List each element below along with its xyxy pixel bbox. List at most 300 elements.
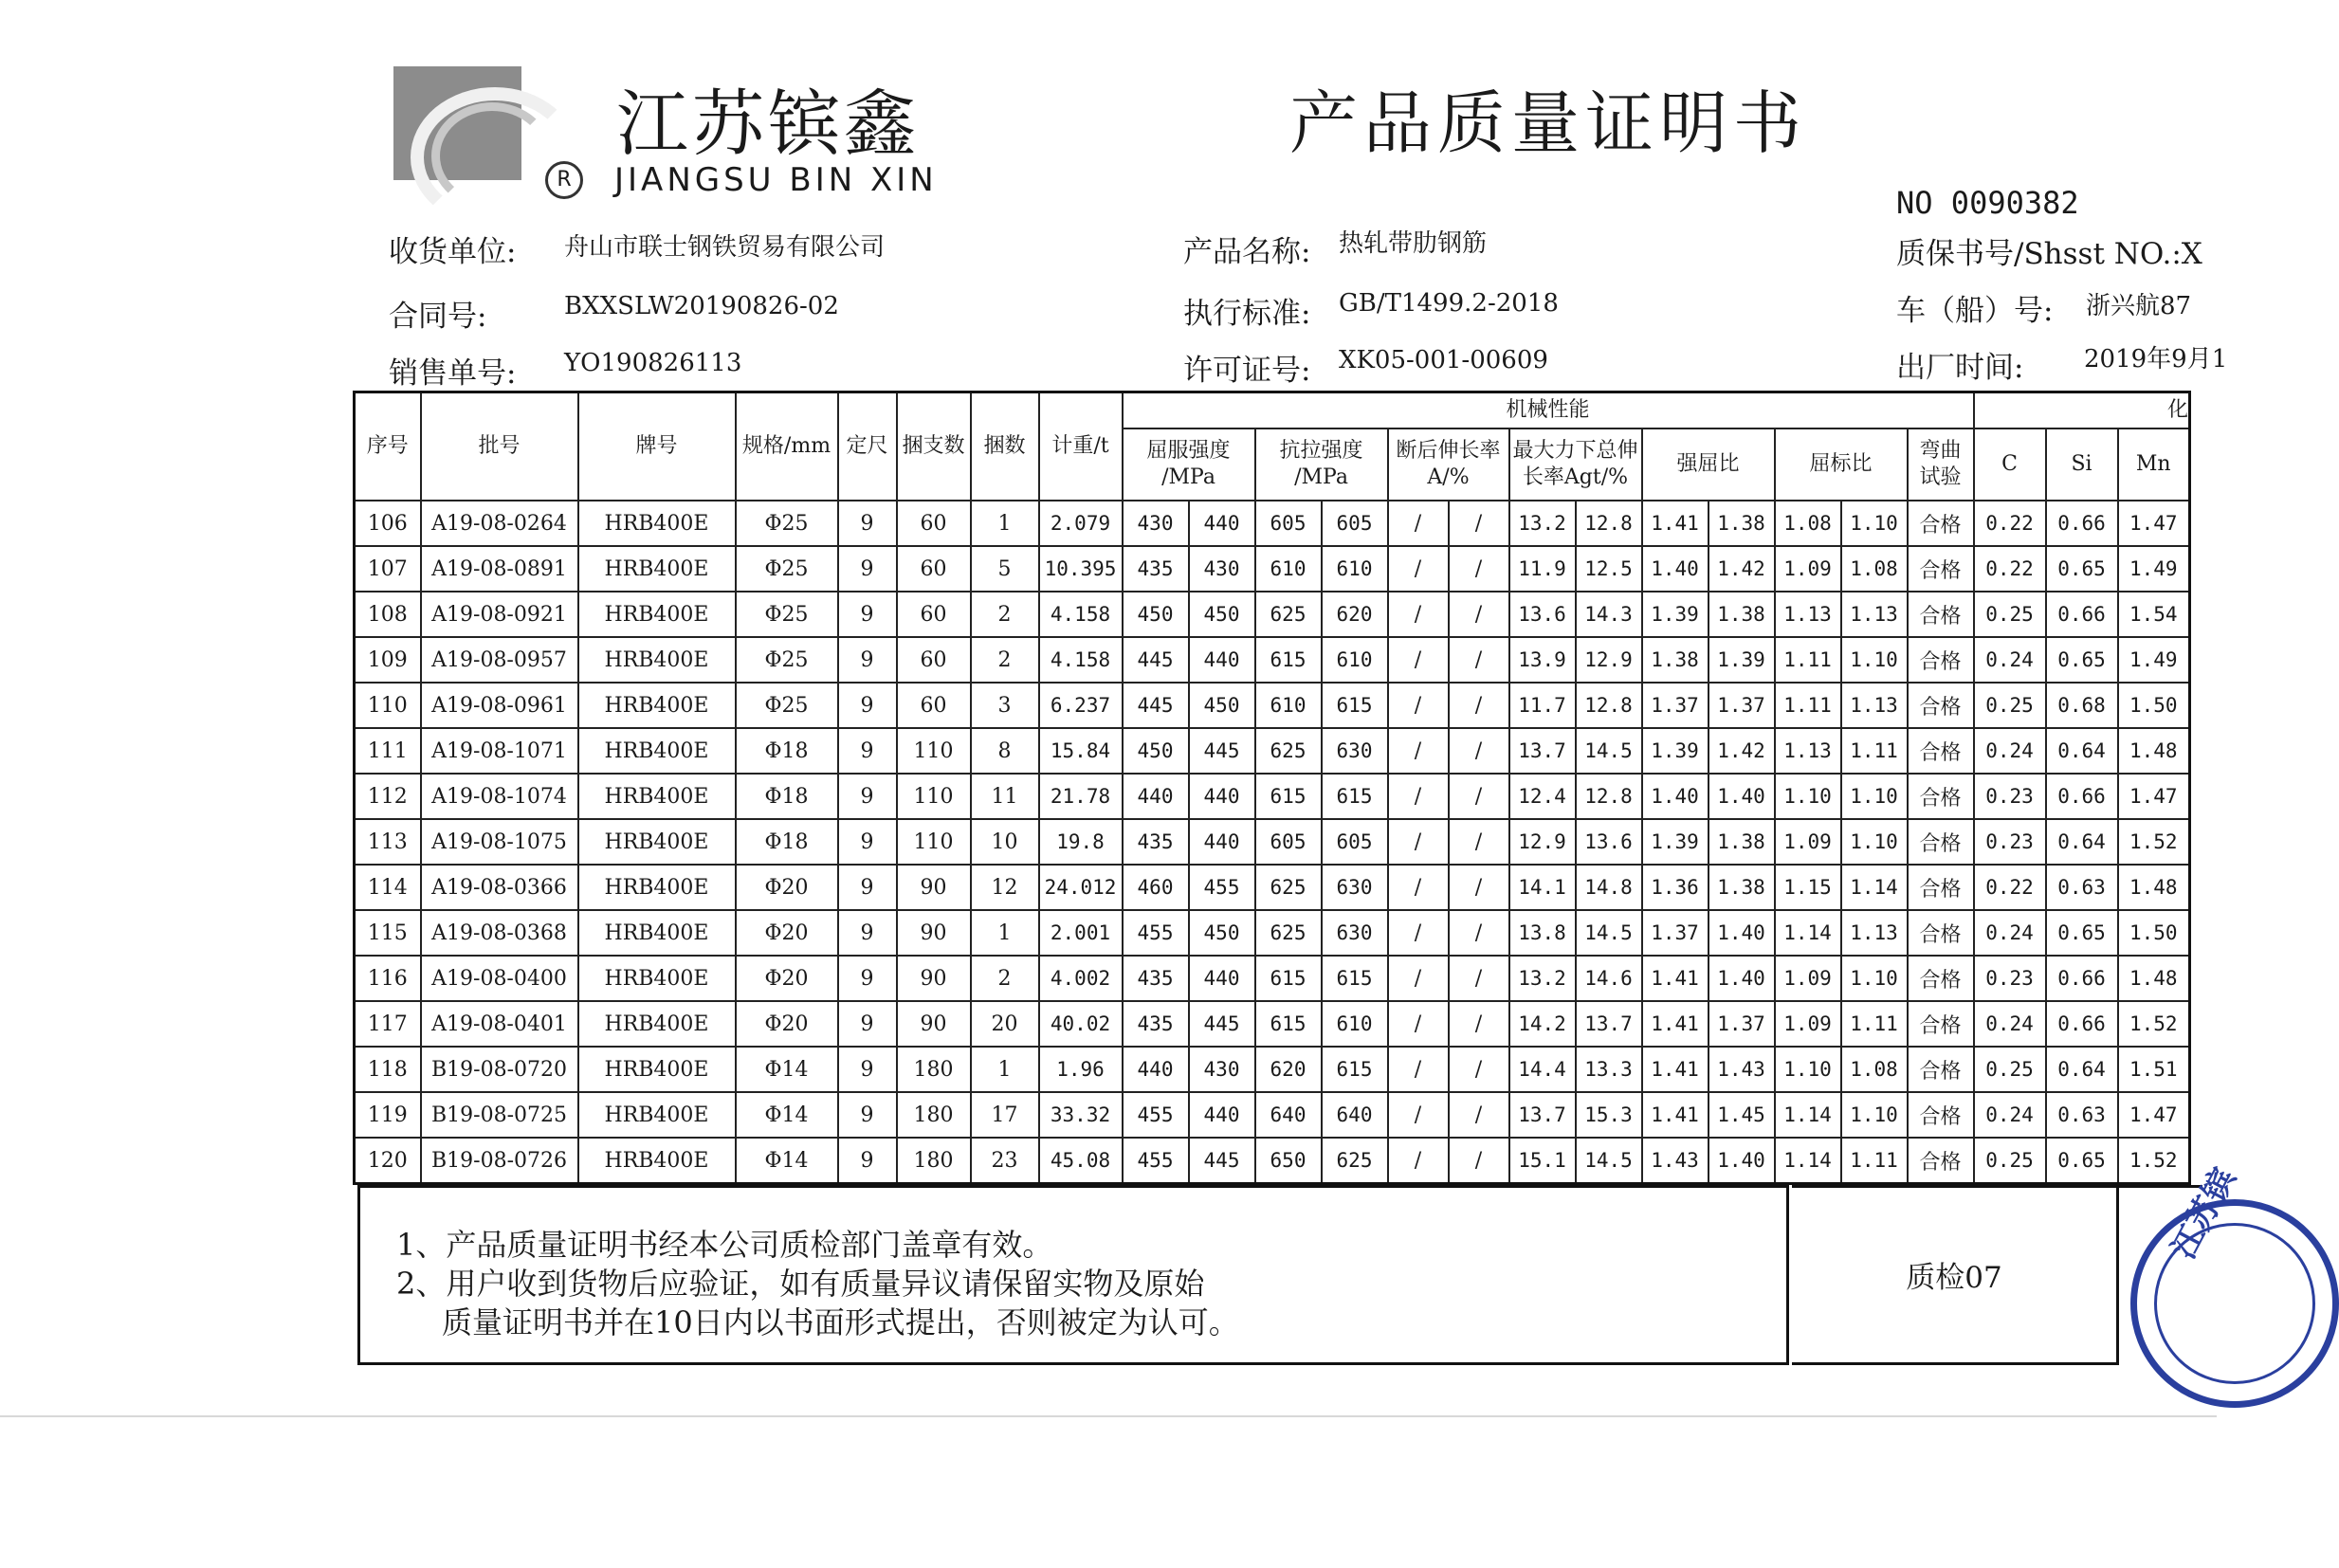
table-cell: 1.13 xyxy=(1841,683,1908,728)
table-cell: 615 xyxy=(1322,956,1388,1001)
table-cell: 630 xyxy=(1322,865,1388,910)
table-cell: 12 xyxy=(971,865,1039,910)
table-cell: / xyxy=(1388,774,1449,819)
table-cell: 0.25 xyxy=(1974,592,2046,637)
table-cell: Φ18 xyxy=(736,819,838,865)
table-cell: 1.13 xyxy=(1841,910,1908,956)
table-cell: / xyxy=(1449,819,1509,865)
table-row xyxy=(355,637,2190,683)
table-cell: / xyxy=(1449,865,1509,910)
table-cell: 12.8 xyxy=(1576,501,1642,546)
table-cell: 1.09 xyxy=(1775,956,1841,1001)
header-strength-ratio: 强屈比 xyxy=(1642,428,1775,501)
table-cell: 90 xyxy=(897,865,971,910)
table-cell: / xyxy=(1388,592,1449,637)
table-cell: 650 xyxy=(1255,1138,1322,1184)
table-cell: 90 xyxy=(897,1001,971,1047)
table-cell: 430 xyxy=(1189,546,1255,592)
table-cell: A19-08-0921 xyxy=(421,592,578,637)
table-row xyxy=(355,592,2190,637)
table-cell: 1.47 xyxy=(2118,501,2190,546)
table-cell: 1.40 xyxy=(1709,774,1775,819)
vehicle-value: 浙兴航87 xyxy=(2086,292,2192,320)
table-cell: 14.5 xyxy=(1576,910,1642,956)
table-cell: A19-08-0264 xyxy=(421,501,578,546)
sales-order-label: 销售单号: xyxy=(389,356,517,391)
table-cell: 12.5 xyxy=(1576,546,1642,592)
table-cell: 10.395 xyxy=(1039,546,1123,592)
table-cell: 9 xyxy=(838,910,897,956)
table-row xyxy=(355,1001,2190,1047)
table-cell: / xyxy=(1388,819,1449,865)
table-cell: 1.13 xyxy=(1841,592,1908,637)
table-cell: 0.25 xyxy=(1974,683,2046,728)
table-cell: HRB400E xyxy=(578,819,736,865)
table-cell: 1.14 xyxy=(1775,910,1841,956)
header-length: 定尺 xyxy=(838,392,897,501)
table-cell: 1.37 xyxy=(1709,683,1775,728)
table-row xyxy=(355,819,2190,865)
table-cell: 0.24 xyxy=(1974,637,2046,683)
header-bundles: 捆数 xyxy=(971,392,1039,501)
table-cell: 合格 xyxy=(1908,910,1974,956)
table-cell: 610 xyxy=(1322,637,1388,683)
table-cell: / xyxy=(1449,637,1509,683)
table-cell: 455 xyxy=(1123,1138,1189,1184)
table-cell: A19-08-1075 xyxy=(421,819,578,865)
table-cell: Φ14 xyxy=(736,1138,838,1184)
table-cell: / xyxy=(1449,728,1509,774)
table-cell: 0.63 xyxy=(2046,865,2118,910)
table-cell: 12.8 xyxy=(1576,774,1642,819)
table-cell: 445 xyxy=(1189,1138,1255,1184)
table-cell: 0.68 xyxy=(2046,683,2118,728)
registered-mark-icon: R xyxy=(545,161,583,199)
table-cell: 117 xyxy=(355,1001,421,1047)
table-cell: / xyxy=(1449,1138,1509,1184)
table-cell: 0.65 xyxy=(2046,910,2118,956)
header-weight: 计重/t xyxy=(1039,392,1123,501)
table-cell: A19-08-1074 xyxy=(421,774,578,819)
notes-box xyxy=(357,1185,1789,1365)
table-cell: 33.32 xyxy=(1039,1092,1123,1138)
table-cell: 445 xyxy=(1123,637,1189,683)
table-cell: HRB400E xyxy=(578,865,736,910)
table-cell: 615 xyxy=(1322,774,1388,819)
table-cell: 455 xyxy=(1123,910,1189,956)
table-cell: 1.10 xyxy=(1841,637,1908,683)
page-fold-line xyxy=(0,1415,2217,1417)
table-cell: 0.23 xyxy=(1974,819,2046,865)
note-2: 2、用户收到货物后应验证，如有质量异议请保留实物及原始 xyxy=(396,1266,1205,1302)
table-cell: 17 xyxy=(971,1092,1039,1138)
table-cell: Φ20 xyxy=(736,956,838,1001)
ship-date-value: 2019年9月1 xyxy=(2084,345,2228,374)
table-cell: 115 xyxy=(355,910,421,956)
table-cell: B19-08-0720 xyxy=(421,1047,578,1092)
table-cell: HRB400E xyxy=(578,592,736,637)
table-cell: 440 xyxy=(1189,637,1255,683)
table-cell: 4.158 xyxy=(1039,592,1123,637)
certificate-number: NO 0090382 xyxy=(1896,185,2079,221)
table-cell: 455 xyxy=(1189,865,1255,910)
document-title: 产品质量证明书 xyxy=(1289,83,1808,163)
table-cell: / xyxy=(1388,1001,1449,1047)
table-cell: 合格 xyxy=(1908,683,1974,728)
table-cell: 450 xyxy=(1189,683,1255,728)
table-cell: 625 xyxy=(1255,865,1322,910)
table-cell: Φ20 xyxy=(736,1001,838,1047)
table-cell: HRB400E xyxy=(578,1001,736,1047)
table-cell: 1.38 xyxy=(1709,592,1775,637)
table-cell: 610 xyxy=(1322,1001,1388,1047)
table-row xyxy=(355,865,2190,910)
table-cell: A19-08-0400 xyxy=(421,956,578,1001)
table-cell: 9 xyxy=(838,1047,897,1092)
table-cell: 610 xyxy=(1255,546,1322,592)
table-cell: 440 xyxy=(1123,1047,1189,1092)
table-cell: 60 xyxy=(897,546,971,592)
table-cell: / xyxy=(1449,1092,1509,1138)
sales-order-value: YO190826113 xyxy=(564,349,742,377)
table-cell: 1.48 xyxy=(2118,865,2190,910)
table-cell: 0.22 xyxy=(1974,865,2046,910)
table-cell: 60 xyxy=(897,637,971,683)
table-cell: 1.14 xyxy=(1775,1092,1841,1138)
table-cell: 60 xyxy=(897,683,971,728)
table-cell: / xyxy=(1388,637,1449,683)
table-cell: 106 xyxy=(355,501,421,546)
header-chemical: 化 xyxy=(1974,392,2190,429)
table-cell: 1.40 xyxy=(1642,546,1709,592)
table-cell: 1.39 xyxy=(1642,819,1709,865)
table-cell: Φ25 xyxy=(736,501,838,546)
table-cell: 625 xyxy=(1255,728,1322,774)
table-cell: 1.96 xyxy=(1039,1047,1123,1092)
table-cell: 合格 xyxy=(1908,956,1974,1001)
table-cell: 180 xyxy=(897,1047,971,1092)
table-cell: 1.38 xyxy=(1709,501,1775,546)
table-cell: 1.37 xyxy=(1642,910,1709,956)
table-cell: 640 xyxy=(1255,1092,1322,1138)
table-cell: 1.10 xyxy=(1841,774,1908,819)
table-cell: 1.52 xyxy=(2118,1138,2190,1184)
table-cell: 1.14 xyxy=(1841,865,1908,910)
table-cell: 21.78 xyxy=(1039,774,1123,819)
company-seal-icon: 江苏镔 xyxy=(2130,1199,2339,1408)
table-cell: 2 xyxy=(971,637,1039,683)
table-cell: 15.1 xyxy=(1509,1138,1576,1184)
table-cell: 0.22 xyxy=(1974,501,2046,546)
brand-name-en: JIANGSU BIN XIN xyxy=(614,161,938,199)
table-cell: 0.66 xyxy=(2046,1001,2118,1047)
table-cell: 1.50 xyxy=(2118,683,2190,728)
table-cell: Φ14 xyxy=(736,1047,838,1092)
table-cell: 14.8 xyxy=(1576,865,1642,910)
table-cell: 合格 xyxy=(1908,637,1974,683)
table-cell: 630 xyxy=(1322,728,1388,774)
table-cell: 0.65 xyxy=(2046,546,2118,592)
license-value: XK05-001-00609 xyxy=(1339,346,1548,374)
table-cell: 60 xyxy=(897,501,971,546)
table-cell: 119 xyxy=(355,1092,421,1138)
table-cell: 0.63 xyxy=(2046,1092,2118,1138)
table-cell: 110 xyxy=(897,728,971,774)
table-cell: 1.48 xyxy=(2118,956,2190,1001)
table-cell: 2.001 xyxy=(1039,910,1123,956)
table-cell: HRB400E xyxy=(578,1138,736,1184)
table-cell: 0.25 xyxy=(1974,1047,2046,1092)
table-cell: 14.5 xyxy=(1576,728,1642,774)
table-cell: 605 xyxy=(1322,819,1388,865)
table-cell: 13.7 xyxy=(1576,1001,1642,1047)
table-cell: 15.84 xyxy=(1039,728,1123,774)
table-cell: HRB400E xyxy=(578,683,736,728)
table-cell: 合格 xyxy=(1908,819,1974,865)
table-cell: 615 xyxy=(1255,1001,1322,1047)
table-cell: Φ25 xyxy=(736,637,838,683)
table-cell: A19-08-0957 xyxy=(421,637,578,683)
table-cell: Φ20 xyxy=(736,910,838,956)
table-cell: 13.6 xyxy=(1576,819,1642,865)
table-cell: 1.09 xyxy=(1775,1001,1841,1047)
standard-label: 执行标准: xyxy=(1183,297,1311,331)
table-cell: 2.079 xyxy=(1039,501,1123,546)
table-cell: HRB400E xyxy=(578,1092,736,1138)
table-cell: 2 xyxy=(971,592,1039,637)
table-cell: / xyxy=(1388,683,1449,728)
table-cell: 0.65 xyxy=(2046,1138,2118,1184)
table-cell: 1.10 xyxy=(1841,956,1908,1001)
table-cell: 113 xyxy=(355,819,421,865)
table-cell: Φ14 xyxy=(736,1092,838,1138)
table-cell: 1.47 xyxy=(2118,1092,2190,1138)
table-cell: 110 xyxy=(897,774,971,819)
table-cell: 合格 xyxy=(1908,592,1974,637)
note-3: 质量证明书并在10日内以书面形式提出，否则被定为认可。 xyxy=(442,1304,1239,1340)
table-cell: 1.38 xyxy=(1709,819,1775,865)
table-cell: 440 xyxy=(1189,1092,1255,1138)
table-cell: 1.49 xyxy=(2118,546,2190,592)
table-cell: 1.42 xyxy=(1709,546,1775,592)
table-cell: 0.25 xyxy=(1974,1138,2046,1184)
table-cell: 1.13 xyxy=(1775,728,1841,774)
table-cell: / xyxy=(1388,1138,1449,1184)
table-cell: 440 xyxy=(1123,774,1189,819)
contract-label: 合同号: xyxy=(389,300,487,334)
table-cell: 109 xyxy=(355,637,421,683)
table-cell: 11.9 xyxy=(1509,546,1576,592)
table-cell: 1.10 xyxy=(1841,819,1908,865)
table-cell: Φ18 xyxy=(736,774,838,819)
table-cell: 13.7 xyxy=(1509,728,1576,774)
table-cell: 1.40 xyxy=(1642,774,1709,819)
table-cell: 1.41 xyxy=(1642,1001,1709,1047)
table-cell: A19-08-0891 xyxy=(421,546,578,592)
table-cell: 1.14 xyxy=(1775,1138,1841,1184)
table-row xyxy=(355,910,2190,956)
table-cell: HRB400E xyxy=(578,728,736,774)
table-cell: 9 xyxy=(838,865,897,910)
table-cell: 0.24 xyxy=(1974,1092,2046,1138)
table-cell: 1.38 xyxy=(1709,865,1775,910)
table-cell: 10 xyxy=(971,819,1039,865)
header-mechanical: 机械性能 xyxy=(1123,392,1974,429)
table-cell: 640 xyxy=(1322,1092,1388,1138)
header-elongation: 断后伸长率 A/% xyxy=(1388,428,1509,501)
table-cell: / xyxy=(1388,1047,1449,1092)
table-cell: 625 xyxy=(1255,592,1322,637)
table-cell: 24.012 xyxy=(1039,865,1123,910)
table-cell: 4.158 xyxy=(1039,637,1123,683)
table-cell: 625 xyxy=(1255,910,1322,956)
table-cell: 12.4 xyxy=(1509,774,1576,819)
table-cell: A19-08-0401 xyxy=(421,1001,578,1047)
header-pieces: 捆支数 xyxy=(897,392,971,501)
table-cell: 440 xyxy=(1189,774,1255,819)
table-cell: 114 xyxy=(355,865,421,910)
table-cell: 1.51 xyxy=(2118,1047,2190,1092)
table-row xyxy=(355,1047,2190,1092)
table-cell: 450 xyxy=(1123,728,1189,774)
warranty-number-label: 质保书号/Shsst NO.:X xyxy=(1896,237,2202,271)
table-cell: 23 xyxy=(971,1138,1039,1184)
table-cell: 450 xyxy=(1189,910,1255,956)
table-cell: / xyxy=(1449,1047,1509,1092)
table-cell: 0.24 xyxy=(1974,910,2046,956)
table-cell: 450 xyxy=(1189,592,1255,637)
table-cell: 1.11 xyxy=(1841,1001,1908,1047)
table-cell: 1.08 xyxy=(1841,546,1908,592)
table-cell: HRB400E xyxy=(578,956,736,1001)
table-cell: 0.23 xyxy=(1974,774,2046,819)
table-cell: 1.36 xyxy=(1642,865,1709,910)
table-row xyxy=(355,728,2190,774)
table-row xyxy=(355,546,2190,592)
table-cell: 615 xyxy=(1255,637,1322,683)
table-cell: 14.2 xyxy=(1509,1001,1576,1047)
table-cell: 合格 xyxy=(1908,1001,1974,1047)
table-cell: 合格 xyxy=(1908,865,1974,910)
table-cell: 90 xyxy=(897,956,971,1001)
table-row xyxy=(355,956,2190,1001)
table-cell: 13.6 xyxy=(1509,592,1576,637)
table-cell: 1.37 xyxy=(1642,683,1709,728)
table-cell: 430 xyxy=(1189,1047,1255,1092)
table-cell: 110 xyxy=(897,819,971,865)
table-cell: 9 xyxy=(838,501,897,546)
inspector-code: 质检07 xyxy=(1792,1185,2119,1365)
table-cell: 合格 xyxy=(1908,1092,1974,1138)
table-cell: 1.40 xyxy=(1709,1138,1775,1184)
table-cell: / xyxy=(1388,865,1449,910)
table-cell: 1.10 xyxy=(1841,1092,1908,1138)
table-cell: 合格 xyxy=(1908,774,1974,819)
table-cell: 450 xyxy=(1123,592,1189,637)
table-cell: 180 xyxy=(897,1138,971,1184)
table-cell: HRB400E xyxy=(578,774,736,819)
consignee-label: 收货单位: xyxy=(389,235,517,269)
table-cell: 610 xyxy=(1255,683,1322,728)
table-cell: HRB400E xyxy=(578,1047,736,1092)
header-mn: Mn xyxy=(2118,428,2190,501)
table-cell: 12.9 xyxy=(1576,637,1642,683)
table-cell: 9 xyxy=(838,728,897,774)
table-cell: 1.52 xyxy=(2118,819,2190,865)
table-cell: 445 xyxy=(1189,728,1255,774)
table-cell: 1.08 xyxy=(1775,501,1841,546)
table-cell: 9 xyxy=(838,1092,897,1138)
table-cell: 合格 xyxy=(1908,501,1974,546)
table-cell: 1.13 xyxy=(1775,592,1841,637)
table-cell: 1.41 xyxy=(1642,1047,1709,1092)
table-cell: 1.09 xyxy=(1775,546,1841,592)
table-cell: 1.10 xyxy=(1775,1047,1841,1092)
table-cell: HRB400E xyxy=(578,637,736,683)
table-cell: 1.54 xyxy=(2118,592,2190,637)
table-cell: 108 xyxy=(355,592,421,637)
table-cell: 9 xyxy=(838,683,897,728)
table-cell: 15.3 xyxy=(1576,1092,1642,1138)
table-cell: 435 xyxy=(1123,1001,1189,1047)
table-cell: 1.39 xyxy=(1709,637,1775,683)
table-cell: / xyxy=(1388,910,1449,956)
table-cell: 13.9 xyxy=(1509,637,1576,683)
table-cell: 合格 xyxy=(1908,728,1974,774)
table-cell: 112 xyxy=(355,774,421,819)
table-cell: Φ25 xyxy=(736,683,838,728)
table-cell: / xyxy=(1449,910,1509,956)
table-cell: 630 xyxy=(1322,910,1388,956)
table-cell: 118 xyxy=(355,1047,421,1092)
table-cell: 615 xyxy=(1255,774,1322,819)
header-spec: 规格/mm xyxy=(736,392,838,501)
table-cell: 9 xyxy=(838,819,897,865)
table-cell: 1.38 xyxy=(1642,637,1709,683)
table-cell: 1.45 xyxy=(1709,1092,1775,1138)
table-cell: 435 xyxy=(1123,546,1189,592)
table-cell: 5 xyxy=(971,546,1039,592)
table-cell: 12.9 xyxy=(1509,819,1576,865)
table-cell: 1.42 xyxy=(1709,728,1775,774)
table-cell: 1.39 xyxy=(1642,728,1709,774)
table-cell: 14.3 xyxy=(1576,592,1642,637)
table-cell: Φ20 xyxy=(736,865,838,910)
table-cell: 0.24 xyxy=(1974,728,2046,774)
table-cell: 1.11 xyxy=(1775,683,1841,728)
table-cell: 620 xyxy=(1322,592,1388,637)
table-cell: 1.37 xyxy=(1709,1001,1775,1047)
table-cell: 8 xyxy=(971,728,1039,774)
table-cell: 0.66 xyxy=(2046,956,2118,1001)
table-cell: 460 xyxy=(1123,865,1189,910)
table-cell: 455 xyxy=(1123,1092,1189,1138)
table-cell: / xyxy=(1449,1001,1509,1047)
table-cell: B19-08-0726 xyxy=(421,1138,578,1184)
table-cell: 440 xyxy=(1189,956,1255,1001)
table-cell: 1.41 xyxy=(1642,501,1709,546)
table-cell: 1 xyxy=(971,501,1039,546)
table-cell: A19-08-0368 xyxy=(421,910,578,956)
table-row xyxy=(355,501,2190,546)
table-cell: 14.5 xyxy=(1576,1138,1642,1184)
vehicle-label: 车（船）号: xyxy=(1896,294,2054,328)
table-cell: / xyxy=(1388,1092,1449,1138)
table-cell: 14.6 xyxy=(1576,956,1642,1001)
table-cell: 615 xyxy=(1255,956,1322,1001)
table-cell: 合格 xyxy=(1908,1138,1974,1184)
table-cell: 0.22 xyxy=(1974,546,2046,592)
